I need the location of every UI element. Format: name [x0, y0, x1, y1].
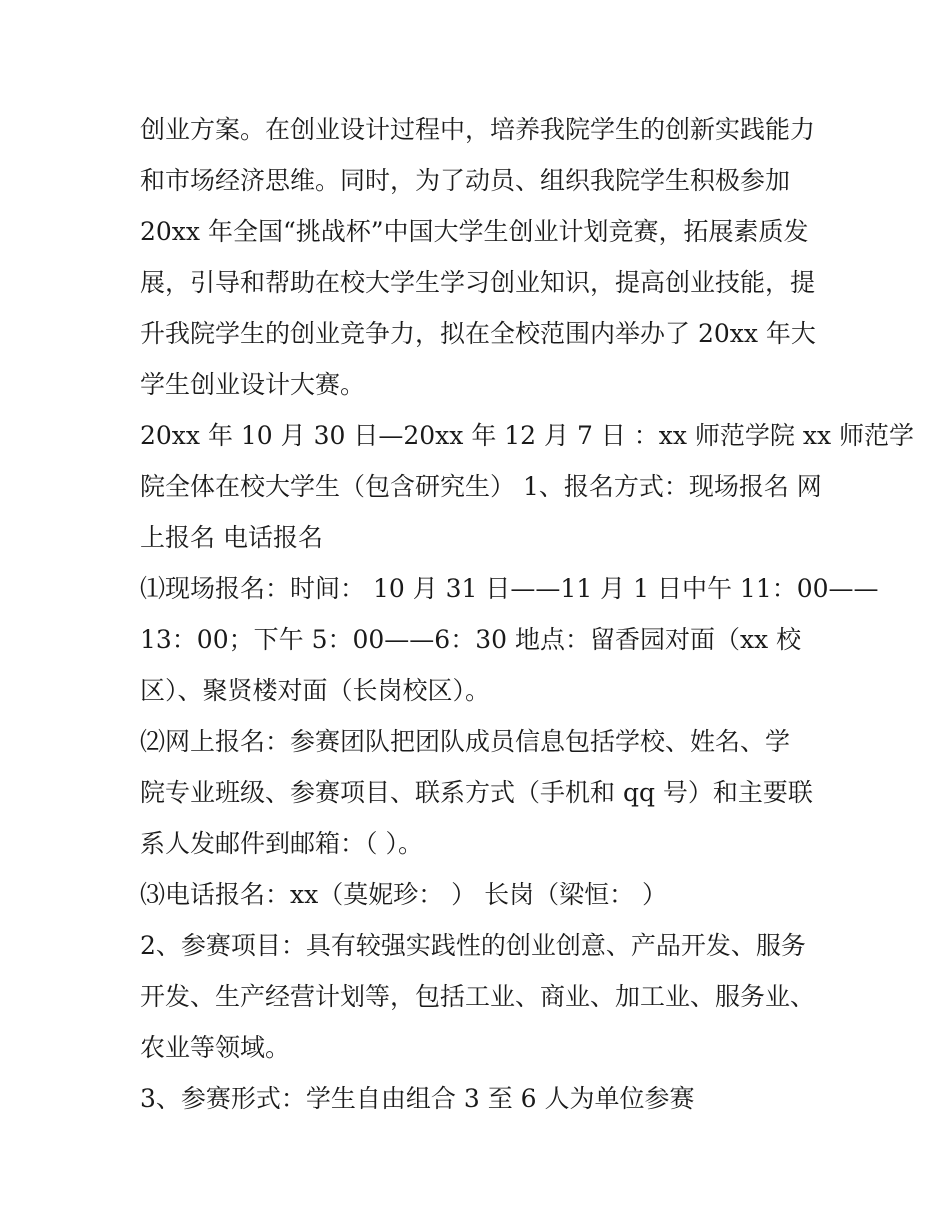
text-line: 展，引导和帮助在校大学生学习创业知识，提高创业技能，提	[140, 268, 816, 297]
text-line: ⑴现场报名：时间： 10 月 31 日——11 月 1 日中午 11：00——	[140, 574, 879, 603]
text-line: 20xx 年 10 月 30 日—20xx 年 12 月 7 日 ：xx 师范学院 xx 师范学	[140, 421, 915, 450]
text-line: 院全体在校大学生（包含研究生） 1、报名方式：现场报名 网	[140, 472, 822, 501]
text-line: ⑶电话报名：xx（莫妮珍： ） 长岗（梁恒： ）	[140, 880, 668, 909]
text-line: 3、参赛形式：学生自由组合 3 至 6 人为单位参赛	[140, 1084, 695, 1113]
text-line: 学生创业设计大赛。	[140, 370, 366, 399]
text-line: 20xx 年全国“挑战杯”中国大学生创业计划竞赛，拓展素质发	[140, 217, 809, 246]
text-line: 13：00；下午 5：00——6：30 地点：留香园对面（xx 校	[140, 625, 802, 654]
text-line: ⑵网上报名：参赛团队把团队成员信息包括学校、姓名、学	[140, 727, 791, 756]
text-line: 升我院学生的创业竞争力，拟在全校范围内举办了 20xx 年大	[140, 319, 816, 348]
text-line: 创业方案。在创业设计过程中，培养我院学生的创新实践能力	[140, 115, 816, 144]
text-line: 系人发邮件到邮箱：（ ）。	[140, 829, 423, 858]
text-line: 区）、聚贤楼对面（长岗校区）。	[140, 676, 491, 705]
text-line: 上报名 电话报名	[140, 523, 323, 552]
text-line: 院专业班级、参赛项目、联系方式（手机和 qq 号）和主要联	[140, 778, 813, 807]
text-line: 农业等领域。	[140, 1033, 291, 1062]
document-body	[140, 104, 915, 1124]
text-line: 和市场经济思维。同时，为了动员、组织我院学生积极参加	[140, 166, 791, 195]
text-line: 2、参赛项目：具有较强实践性的创业创意、产品开发、服务	[140, 931, 806, 960]
text-line: 开发、生产经营计划等，包括工业、商业、加工业、服务业、	[140, 982, 816, 1011]
